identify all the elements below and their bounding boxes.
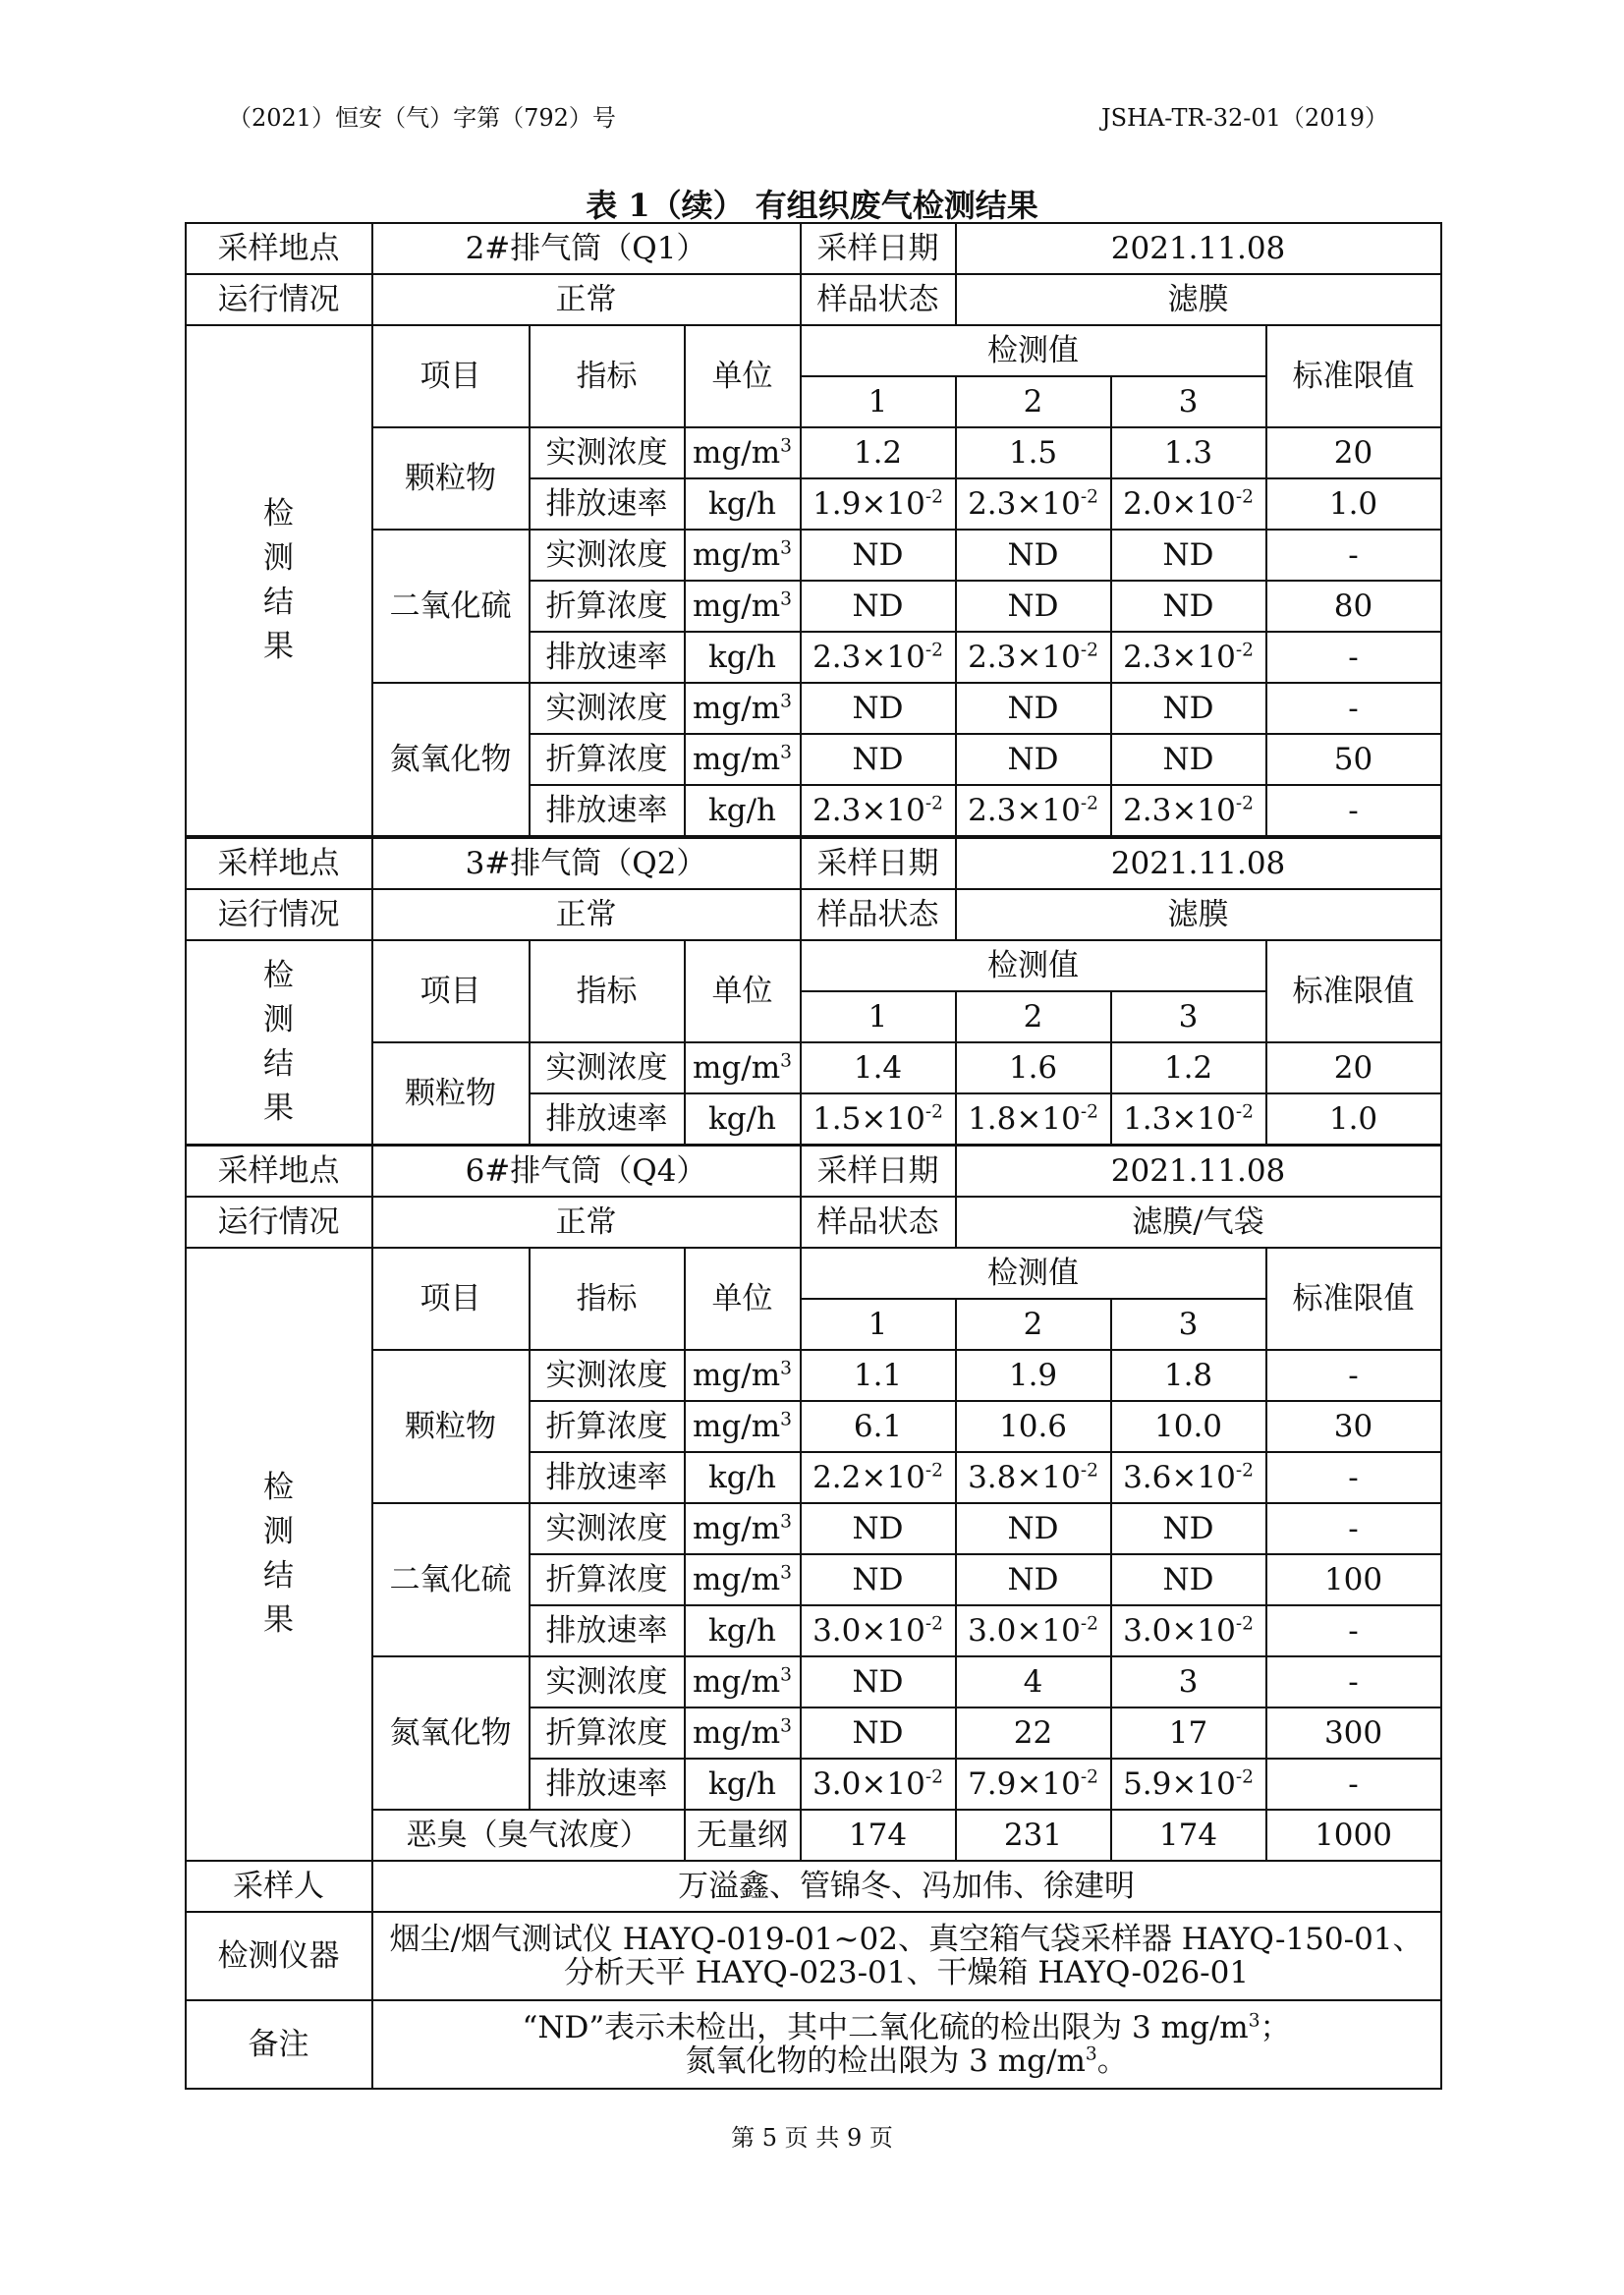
report-number: （2021）恒安（气）字第（792）号: [228, 104, 616, 132]
unit-cell: kg/h: [685, 1093, 801, 1145]
pollutant-name: 氮氧化物: [372, 1656, 530, 1810]
limit-value: 1.0: [1266, 478, 1441, 530]
item-header: 项目: [372, 325, 530, 427]
indicator-cell: 实测浓度: [530, 1503, 685, 1554]
date-value: 2021.11.08: [956, 1146, 1441, 1197]
limit-value: -: [1266, 1350, 1441, 1401]
form-number: JSHA-TR-32-01（2019）: [1100, 104, 1388, 132]
unit-cell: $mg/m^3$: [685, 1401, 801, 1452]
table-row: [186, 1503, 1441, 1554]
value-1: $1.5\times 10^{-2}$: [801, 1093, 956, 1145]
limit-value: 20: [1266, 1042, 1441, 1093]
unit-cell: kg/h: [685, 1605, 801, 1656]
date-label: 采样日期: [801, 838, 956, 889]
page-number: 第 5 页 共 9 页: [731, 2124, 893, 2152]
measure-col-3: 3: [1111, 1299, 1266, 1350]
indicator-cell: 折算浓度: [530, 734, 685, 785]
value-1: $2.2\times 10^{-2}$: [801, 1452, 956, 1503]
indicator-cell: 排放速率: [530, 478, 685, 530]
value-2: ND: [956, 1554, 1111, 1605]
value-1: $2.3\times 10^{-2}$: [801, 785, 956, 836]
value-2: $1.8\times 10^{-2}$: [956, 1093, 1111, 1145]
instrument-value: 烟尘/烟气测试仪 HAYQ-019-01~02、真空箱气袋采样器 HAYQ-150-01、 分析天平 HAYQ-023-01、干燥箱 HAYQ-026-01: [372, 1912, 1441, 2000]
unit-cell: $mg/m^3$: [685, 1350, 801, 1401]
state-label: 样品状态: [801, 274, 956, 325]
limit-value: -: [1266, 683, 1441, 734]
value-3: 3: [1111, 1656, 1266, 1707]
limit-value: -: [1266, 1759, 1441, 1810]
measure-col-1: 1: [801, 376, 956, 427]
indicator-cell: 实测浓度: [530, 427, 685, 478]
measure-col-1: 1: [801, 991, 956, 1042]
value-3: $2.3\times 10^{-2}$: [1111, 632, 1266, 683]
limit-value: 300: [1266, 1707, 1441, 1759]
value-3: 1.2: [1111, 1042, 1266, 1093]
value-3: ND: [1111, 1503, 1266, 1554]
limit-value: -: [1266, 1605, 1441, 1656]
results-label: 检 测 结 果: [186, 325, 372, 836]
unit-cell: $mg/m^3$: [685, 1707, 801, 1759]
limit-value: 80: [1266, 581, 1441, 632]
indicator-header: 指标: [530, 940, 685, 1042]
section-table: [185, 837, 1442, 1146]
measured-header: 检测值: [801, 940, 1266, 991]
measured-header: 检测值: [801, 1248, 1266, 1299]
remark-value: “ND”表示未检出，其中二氧化硫的检出限为 3 $mg/m^3$； 氮氧化物的检出限为 3 $mg/m^3$。: [372, 2000, 1441, 2089]
value-2: ND: [956, 683, 1111, 734]
table-row: [186, 1656, 1441, 1707]
value-3: 1.8: [1111, 1350, 1266, 1401]
limit-value: -: [1266, 1503, 1441, 1554]
indicator-header: 指标: [530, 325, 685, 427]
indicator-cell: 排放速率: [530, 1452, 685, 1503]
site-label: 采样地点: [186, 838, 372, 889]
state-value: 滤膜: [956, 274, 1441, 325]
sampler-value: 万溢鑫、管锦冬、冯加伟、徐建明: [372, 1861, 1441, 1912]
indicator-cell: 实测浓度: [530, 530, 685, 581]
value-1: $2.3\times 10^{-2}$: [801, 632, 956, 683]
limit-value: -: [1266, 1656, 1441, 1707]
indicator-cell: 排放速率: [530, 1093, 685, 1145]
sampler-label: 采样人: [186, 1861, 372, 1912]
unit-cell: $mg/m^3$: [685, 1656, 801, 1707]
unit-cell: kg/h: [685, 1452, 801, 1503]
value-2: $2.3\times 10^{-2}$: [956, 785, 1111, 836]
date-value: 2021.11.08: [956, 223, 1441, 274]
unit-cell: kg/h: [685, 632, 801, 683]
indicator-cell: 排放速率: [530, 1759, 685, 1810]
unit-cell: $mg/m^3$: [685, 1042, 801, 1093]
unit-cell: $mg/m^3$: [685, 1554, 801, 1605]
operation-value: 正常: [372, 274, 801, 325]
limit-value: -: [1266, 785, 1441, 836]
value-1: ND: [801, 1656, 956, 1707]
measure-col-2: 2: [956, 991, 1111, 1042]
indicator-cell: 排放速率: [530, 1605, 685, 1656]
table-row: [186, 1810, 1441, 1861]
unit-header: 单位: [685, 940, 801, 1042]
table-row: [186, 530, 1441, 581]
value-2: $7.9\times 10^{-2}$: [956, 1759, 1111, 1810]
results-label: 检 测 结 果: [186, 940, 372, 1145]
unit-cell: $mg/m^3$: [685, 1503, 801, 1554]
value-2: $3.8\times 10^{-2}$: [956, 1452, 1111, 1503]
value-3: ND: [1111, 1554, 1266, 1605]
indicator-cell: 实测浓度: [530, 683, 685, 734]
indicator-cell: 实测浓度: [530, 1350, 685, 1401]
pollutant-name: 二氧化硫: [372, 1503, 530, 1656]
date-label: 采样日期: [801, 223, 956, 274]
odor-label: 恶臭（臭气浓度）: [372, 1810, 685, 1861]
value-1: $1.9\times 10^{-2}$: [801, 478, 956, 530]
value-1: 6.1: [801, 1401, 956, 1452]
unit-cell: $mg/m^3$: [685, 734, 801, 785]
measure-col-1: 1: [801, 1299, 956, 1350]
operation-value: 正常: [372, 1197, 801, 1248]
unit-header: 单位: [685, 1248, 801, 1350]
value-3: ND: [1111, 734, 1266, 785]
value-2: 231: [956, 1810, 1111, 1861]
measure-col-3: 3: [1111, 991, 1266, 1042]
pollutant-name: 颗粒物: [372, 1350, 530, 1503]
value-3: 1.3: [1111, 427, 1266, 478]
table-row: [186, 683, 1441, 734]
table-title: 表 1（续） 有组织废气检测结果: [586, 187, 1038, 224]
table-row: [186, 1350, 1441, 1401]
limit-value: -: [1266, 632, 1441, 683]
remark-label: 备注: [186, 2000, 372, 2089]
value-1: 1.1: [801, 1350, 956, 1401]
unit-cell: $mg/m^3$: [685, 581, 801, 632]
value-3: 17: [1111, 1707, 1266, 1759]
value-1: ND: [801, 530, 956, 581]
value-1: 1.4: [801, 1042, 956, 1093]
unit-cell: kg/h: [685, 1759, 801, 1810]
measure-col-2: 2: [956, 1299, 1111, 1350]
site-value: 2#排气筒（Q1）: [372, 223, 801, 274]
site-value: 3#排气筒（Q2）: [372, 838, 801, 889]
limit-header: 标准限值: [1266, 325, 1441, 427]
unit-cell: kg/h: [685, 785, 801, 836]
value-1: 174: [801, 1810, 956, 1861]
value-3: $2.0\times 10^{-2}$: [1111, 478, 1266, 530]
site-value: 6#排气筒（Q4）: [372, 1146, 801, 1197]
item-header: 项目: [372, 940, 530, 1042]
indicator-cell: 实测浓度: [530, 1042, 685, 1093]
value-1: $3.0\times 10^{-2}$: [801, 1605, 956, 1656]
measure-col-3: 3: [1111, 376, 1266, 427]
value-3: 10.0: [1111, 1401, 1266, 1452]
unit-header: 单位: [685, 325, 801, 427]
value-1: $3.0\times 10^{-2}$: [801, 1759, 956, 1810]
unit-cell: $mg/m^3$: [685, 427, 801, 478]
pollutant-name: 二氧化硫: [372, 530, 530, 683]
indicator-header: 指标: [530, 1248, 685, 1350]
pollutant-name: 氮氧化物: [372, 683, 530, 836]
indicator-cell: 折算浓度: [530, 1554, 685, 1605]
state-value: 滤膜: [956, 889, 1441, 940]
unit-cell: $mg/m^3$: [685, 530, 801, 581]
item-header: 项目: [372, 1248, 530, 1350]
state-value: 滤膜/气袋: [956, 1197, 1441, 1248]
results-label: 检 测 结 果: [186, 1248, 372, 1861]
value-3: ND: [1111, 530, 1266, 581]
limit-value: 1.0: [1266, 1093, 1441, 1145]
table-row: [186, 427, 1441, 478]
value-2: 10.6: [956, 1401, 1111, 1452]
value-2: 4: [956, 1656, 1111, 1707]
value-1: ND: [801, 734, 956, 785]
limit-header: 标准限值: [1266, 940, 1441, 1042]
measure-col-2: 2: [956, 376, 1111, 427]
value-3: $3.0\times 10^{-2}$: [1111, 1605, 1266, 1656]
value-2: ND: [956, 581, 1111, 632]
value-2: ND: [956, 1503, 1111, 1554]
value-3: ND: [1111, 683, 1266, 734]
value-3: $3.6\times 10^{-2}$: [1111, 1452, 1266, 1503]
limit-value: -: [1266, 530, 1441, 581]
operation-value: 正常: [372, 889, 801, 940]
date-label: 采样日期: [801, 1146, 956, 1197]
value-2: 1.9: [956, 1350, 1111, 1401]
limit-value: 30: [1266, 1401, 1441, 1452]
value-1: 1.2: [801, 427, 956, 478]
limit-value: 1000: [1266, 1810, 1441, 1861]
pollutant-name: 颗粒物: [372, 1042, 530, 1145]
indicator-cell: 实测浓度: [530, 1656, 685, 1707]
site-label: 采样地点: [186, 1146, 372, 1197]
table-row: [186, 1042, 1441, 1093]
indicator-cell: 折算浓度: [530, 1707, 685, 1759]
unit-cell: kg/h: [685, 478, 801, 530]
value-1: ND: [801, 1707, 956, 1759]
operation-label: 运行情况: [186, 889, 372, 940]
value-1: ND: [801, 1503, 956, 1554]
measured-header: 检测值: [801, 325, 1266, 376]
odor-unit: 无量纲: [685, 1810, 801, 1861]
indicator-cell: 折算浓度: [530, 1401, 685, 1452]
unit-cell: $mg/m^3$: [685, 683, 801, 734]
limit-value: -: [1266, 1452, 1441, 1503]
instrument-label: 检测仪器: [186, 1912, 372, 2000]
value-3: $5.9\times 10^{-2}$: [1111, 1759, 1266, 1810]
limit-value: 20: [1266, 427, 1441, 478]
value-3: $2.3\times 10^{-2}$: [1111, 785, 1266, 836]
site-label: 采样地点: [186, 223, 372, 274]
indicator-cell: 排放速率: [530, 785, 685, 836]
value-2: $2.3\times 10^{-2}$: [956, 632, 1111, 683]
value-1: ND: [801, 581, 956, 632]
limit-value: 100: [1266, 1554, 1441, 1605]
section-table: [185, 222, 1442, 837]
value-3: 174: [1111, 1810, 1266, 1861]
limit-value: 50: [1266, 734, 1441, 785]
value-2: ND: [956, 734, 1111, 785]
state-label: 样品状态: [801, 1197, 956, 1248]
value-2: $3.0\times 10^{-2}$: [956, 1605, 1111, 1656]
operation-label: 运行情况: [186, 1197, 372, 1248]
indicator-cell: 排放速率: [530, 632, 685, 683]
limit-header: 标准限值: [1266, 1248, 1441, 1350]
operation-label: 运行情况: [186, 274, 372, 325]
date-value: 2021.11.08: [956, 838, 1441, 889]
section-table: [185, 1145, 1442, 2090]
value-2: $2.3\times 10^{-2}$: [956, 478, 1111, 530]
value-1: ND: [801, 683, 956, 734]
pollutant-name: 颗粒物: [372, 427, 530, 530]
state-label: 样品状态: [801, 889, 956, 940]
value-2: 1.5: [956, 427, 1111, 478]
value-2: 1.6: [956, 1042, 1111, 1093]
value-1: ND: [801, 1554, 956, 1605]
value-2: 22: [956, 1707, 1111, 1759]
value-3: ND: [1111, 581, 1266, 632]
value-3: $1.3\times 10^{-2}$: [1111, 1093, 1266, 1145]
value-2: ND: [956, 530, 1111, 581]
indicator-cell: 折算浓度: [530, 581, 685, 632]
